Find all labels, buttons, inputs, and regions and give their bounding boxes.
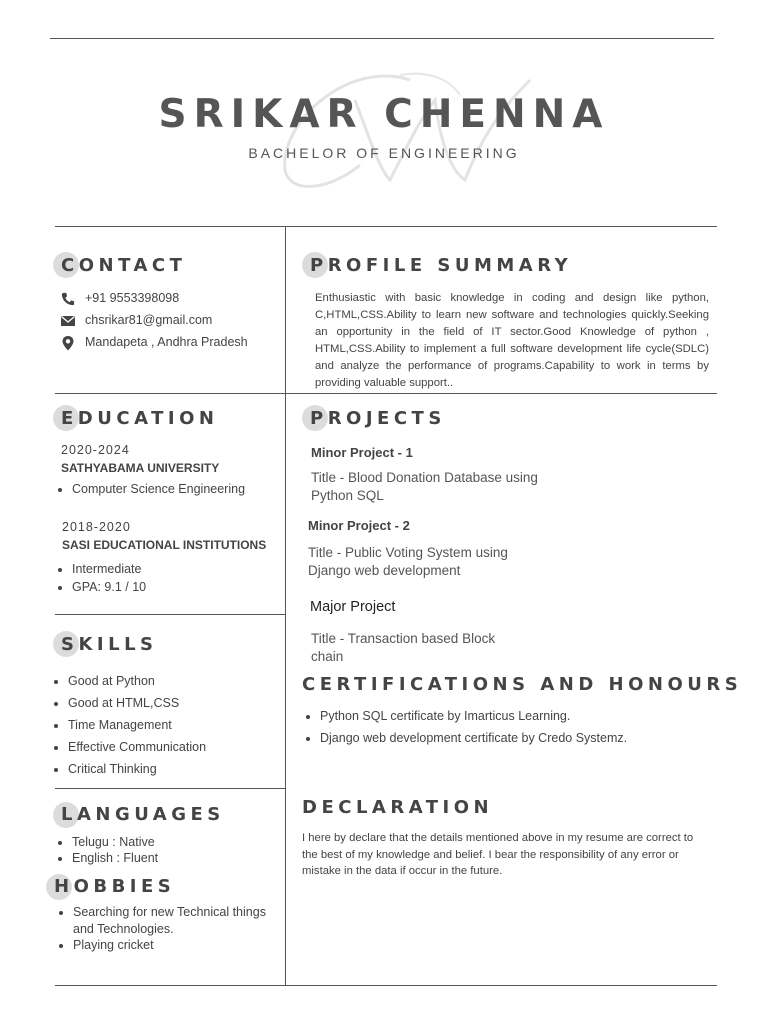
languages-list [56,834,158,866]
education-details-list [56,482,245,496]
list-item: • Playing cricket [73,937,283,954]
education-years: 2018-2020 [62,520,131,534]
hobbies-list [57,904,283,954]
location-pin-icon [60,335,76,351]
list-item: • Intermediate [72,560,146,578]
list-item: • Django web development certificate by Credo Systemz. [320,727,627,749]
column-divider [285,226,286,986]
education-institution: SASI EDUCATIONAL INSTITUTIONS [62,538,267,552]
contact-location: Mandapeta , Andhra Pradesh [85,335,248,349]
languages-title: LANGUAGES [61,804,225,825]
list-item: • Telugu : Native [72,834,158,850]
certifications-list [304,705,627,749]
list-item: • Good at HTML,CSS [68,692,206,714]
list-item: • English : Fluent [72,850,158,866]
list-item: • Time Management [68,714,206,736]
mail-icon [60,314,76,328]
contact-title: CONTACT [61,255,187,276]
phone-icon [60,292,76,306]
left-divider-1 [55,393,285,394]
hobbies-title: HOBBIES [54,876,176,897]
project-title: Title - Transaction based Block chain [311,631,496,664]
projects-title: PROJECTS [310,408,446,429]
left-divider-3 [55,788,285,789]
list-item: • Critical Thinking [68,758,206,780]
list-item: • Computer Science Engineering [72,482,245,496]
degree-subtitle: BACHELOR OF ENGINEERING [248,145,520,161]
profile-summary-title: PROFILE SUMMARY [310,255,573,276]
project-heading: Minor Project - 2 [308,518,410,533]
certifications-title: CERTIFICATIONS AND HONOURS [302,674,743,695]
declaration-text: I here by declare that the details mentioned above in my resume are correct to the best of my knowledge and belief. I bear the responsibility of any error or mistake in the data if occur in the future. [302,832,694,877]
top-rule [50,38,714,39]
list-item: • Effective Communication [68,736,206,758]
contact-phone: +91 9553398098 [85,291,180,305]
skills-list [52,670,206,780]
list-item: • Python SQL certificate by Imarticus Learning. [320,705,627,727]
education-years: 2020-2024 [61,443,130,457]
declaration-title: DECLARATION [302,797,494,818]
education-title: EDUCATION [61,408,219,429]
skills-title: SKILLS [61,634,158,655]
list-item: • GPA: 9.1 / 10 [72,578,146,596]
list-item: • Good at Python [68,670,206,692]
project-heading: Minor Project - 1 [311,445,413,460]
project-title: Title - Blood Donation Database using Python SQL [311,470,538,503]
header-divider [55,226,717,227]
candidate-name: SRIKAR CHENNA [158,92,610,137]
contact-email: chsrikar81@gmail.com [85,313,213,327]
left-divider-2 [55,614,285,615]
education-details-list [56,560,146,596]
list-item: • Searching for new Technical things and Technologies. [73,904,283,937]
right-divider-1 [286,393,717,394]
bottom-rule [55,985,717,986]
project-title: Title - Public Voting System using Django web development [308,545,508,578]
project-heading: Major Project [310,599,396,615]
education-institution: SATHYABAMA UNIVERSITY [61,461,220,475]
profile-summary-text: Enthusiastic with basic knowledge in coding and design like python, C,HTML,CSS.Ability to learn new software and technologies quickly.Seeking an opportunity in the field of IT sector.Good Knowledge of python , HTML,CSS.Ability to implement a full software development life cycle(SDLC) and analyze the performance of programs.Capability to work in terms by providing valuable support.. [315,292,709,389]
